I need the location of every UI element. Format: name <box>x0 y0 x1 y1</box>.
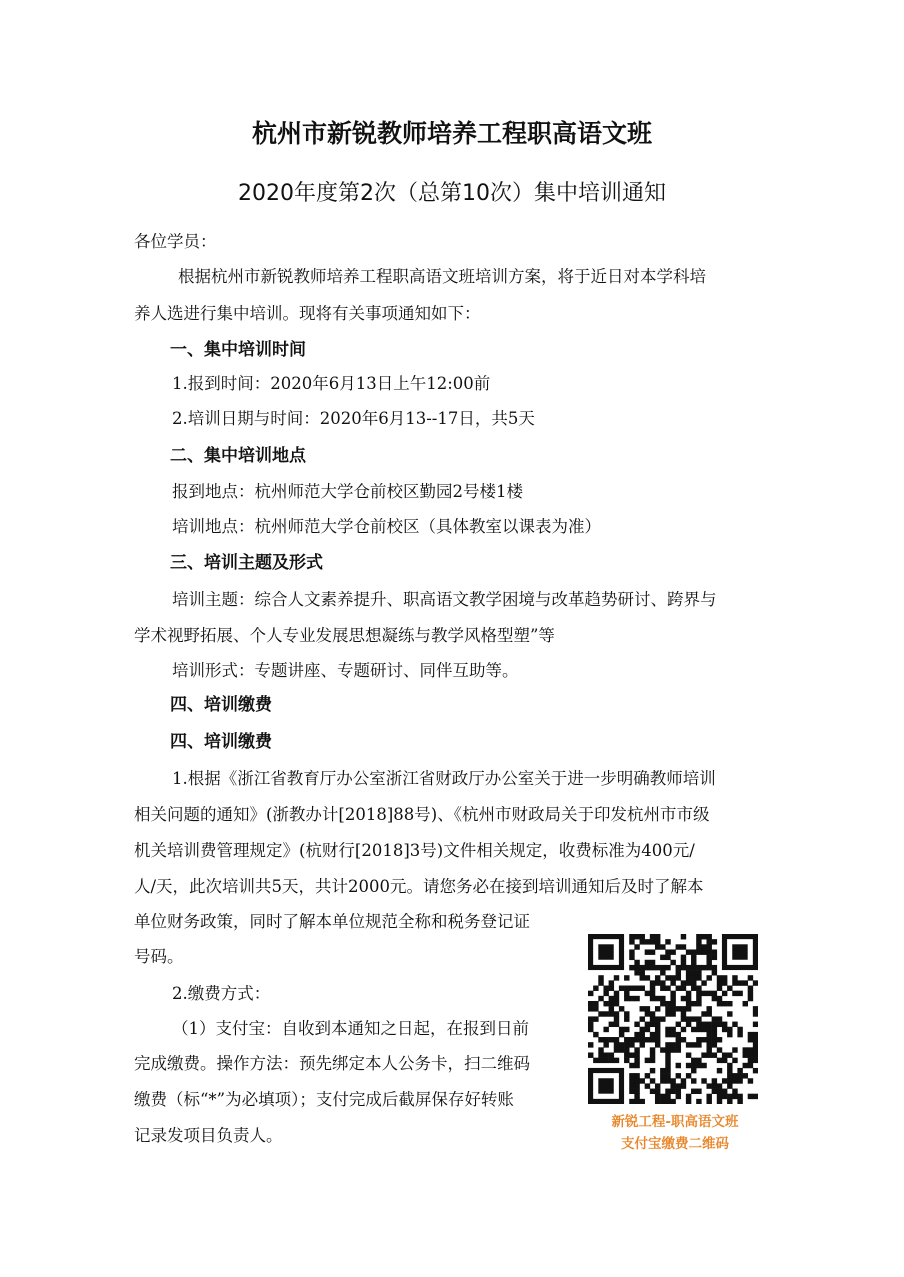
fee-paragraph-line-2: 相关问题的通知》(浙教办计[2018]88号)、《杭州市财政局关于印发杭州市市级 <box>134 805 710 824</box>
training-format: 培训形式：专题讲座、专题研讨、同伴互助等。 <box>172 661 519 680</box>
intro-line-2: 养人选进行集中培训。现将有关事项通知如下： <box>134 304 481 323</box>
alipay-line-3: 缴费（标“*”为必填项）；支付完成后截屏保存好转账 <box>134 1090 514 1109</box>
qr-code-image <box>588 934 758 1104</box>
section-heading-theme: 三、培训主题及形式 <box>170 553 323 573</box>
fee-paragraph-line-4: 人/天，此次培训共5天，共计2000元。请您务必在接到培训通知后及时了解本 <box>134 877 704 896</box>
qr-caption-line-1: 新锐工程-职高语文班 <box>611 1114 739 1130</box>
training-location: 培训地点：杭州师范大学仓前校区（具体教室以课表为准） <box>172 517 601 536</box>
fee-paragraph-line-3: 机关培训费管理规定》(杭财行[2018]3号)文件相关规定，收费标准为400元/ <box>134 841 695 860</box>
fee-paragraph-line-1: 1.根据《浙江省教育厅办公室浙江省财政厅办公室关于进一步明确教师培训 <box>172 769 716 788</box>
alipay-line-1: （1）支付宝：自收到本通知之日起，在报到日前 <box>172 1019 529 1038</box>
intro-line-1: 根据杭州市新锐教师培养工程职高语文班培训方案，将于近日对本学科培 <box>178 267 706 286</box>
document-title: 杭州市新锐教师培养工程职高语文班 <box>251 119 652 148</box>
theme-line-1: 培训主题：综合人文素养提升、职高语文教学困境与改革趋势研讨、跨界与 <box>172 590 717 609</box>
checkin-location: 报到地点：杭州师范大学仓前校区勤园2号楼1楼 <box>172 482 523 501</box>
fee-paragraph-line-6: 号码。 <box>134 947 184 966</box>
fee-paragraph-line-5: 单位财务政策，同时了解本单位规范全称和税务登记证 <box>134 912 530 931</box>
section-heading-fee-a: 四、培训缴费 <box>170 695 272 715</box>
alipay-qr-code[interactable] <box>588 934 758 1104</box>
payment-method-heading: 2.缴费方式： <box>172 984 271 1003</box>
training-dates: 2.培训日期与时间：2020年6月13--17日，共5天 <box>172 409 535 428</box>
section-heading-time: 一、集中培训时间 <box>170 340 306 360</box>
alipay-line-2: 完成缴费。操作方法：预先绑定本人公务卡，扫二维码 <box>134 1054 530 1073</box>
checkin-time: 1.报到时间：2020年6月13日上午12:00前 <box>172 374 491 393</box>
section-heading-fee-b: 四、培训缴费 <box>170 732 272 752</box>
qr-caption-line-2: 支付宝缴费二维码 <box>621 1136 729 1152</box>
alipay-line-4: 记录发项目负责人。 <box>134 1126 283 1145</box>
document-subtitle: 2020年度第2次（总第10次）集中培训通知 <box>238 181 666 206</box>
theme-line-2: 学术视野拓展、个人专业发展思想凝练与教学风格型塑”等 <box>134 626 555 645</box>
salutation: 各位学员： <box>134 232 217 251</box>
section-heading-location: 二、集中培训地点 <box>170 446 306 466</box>
